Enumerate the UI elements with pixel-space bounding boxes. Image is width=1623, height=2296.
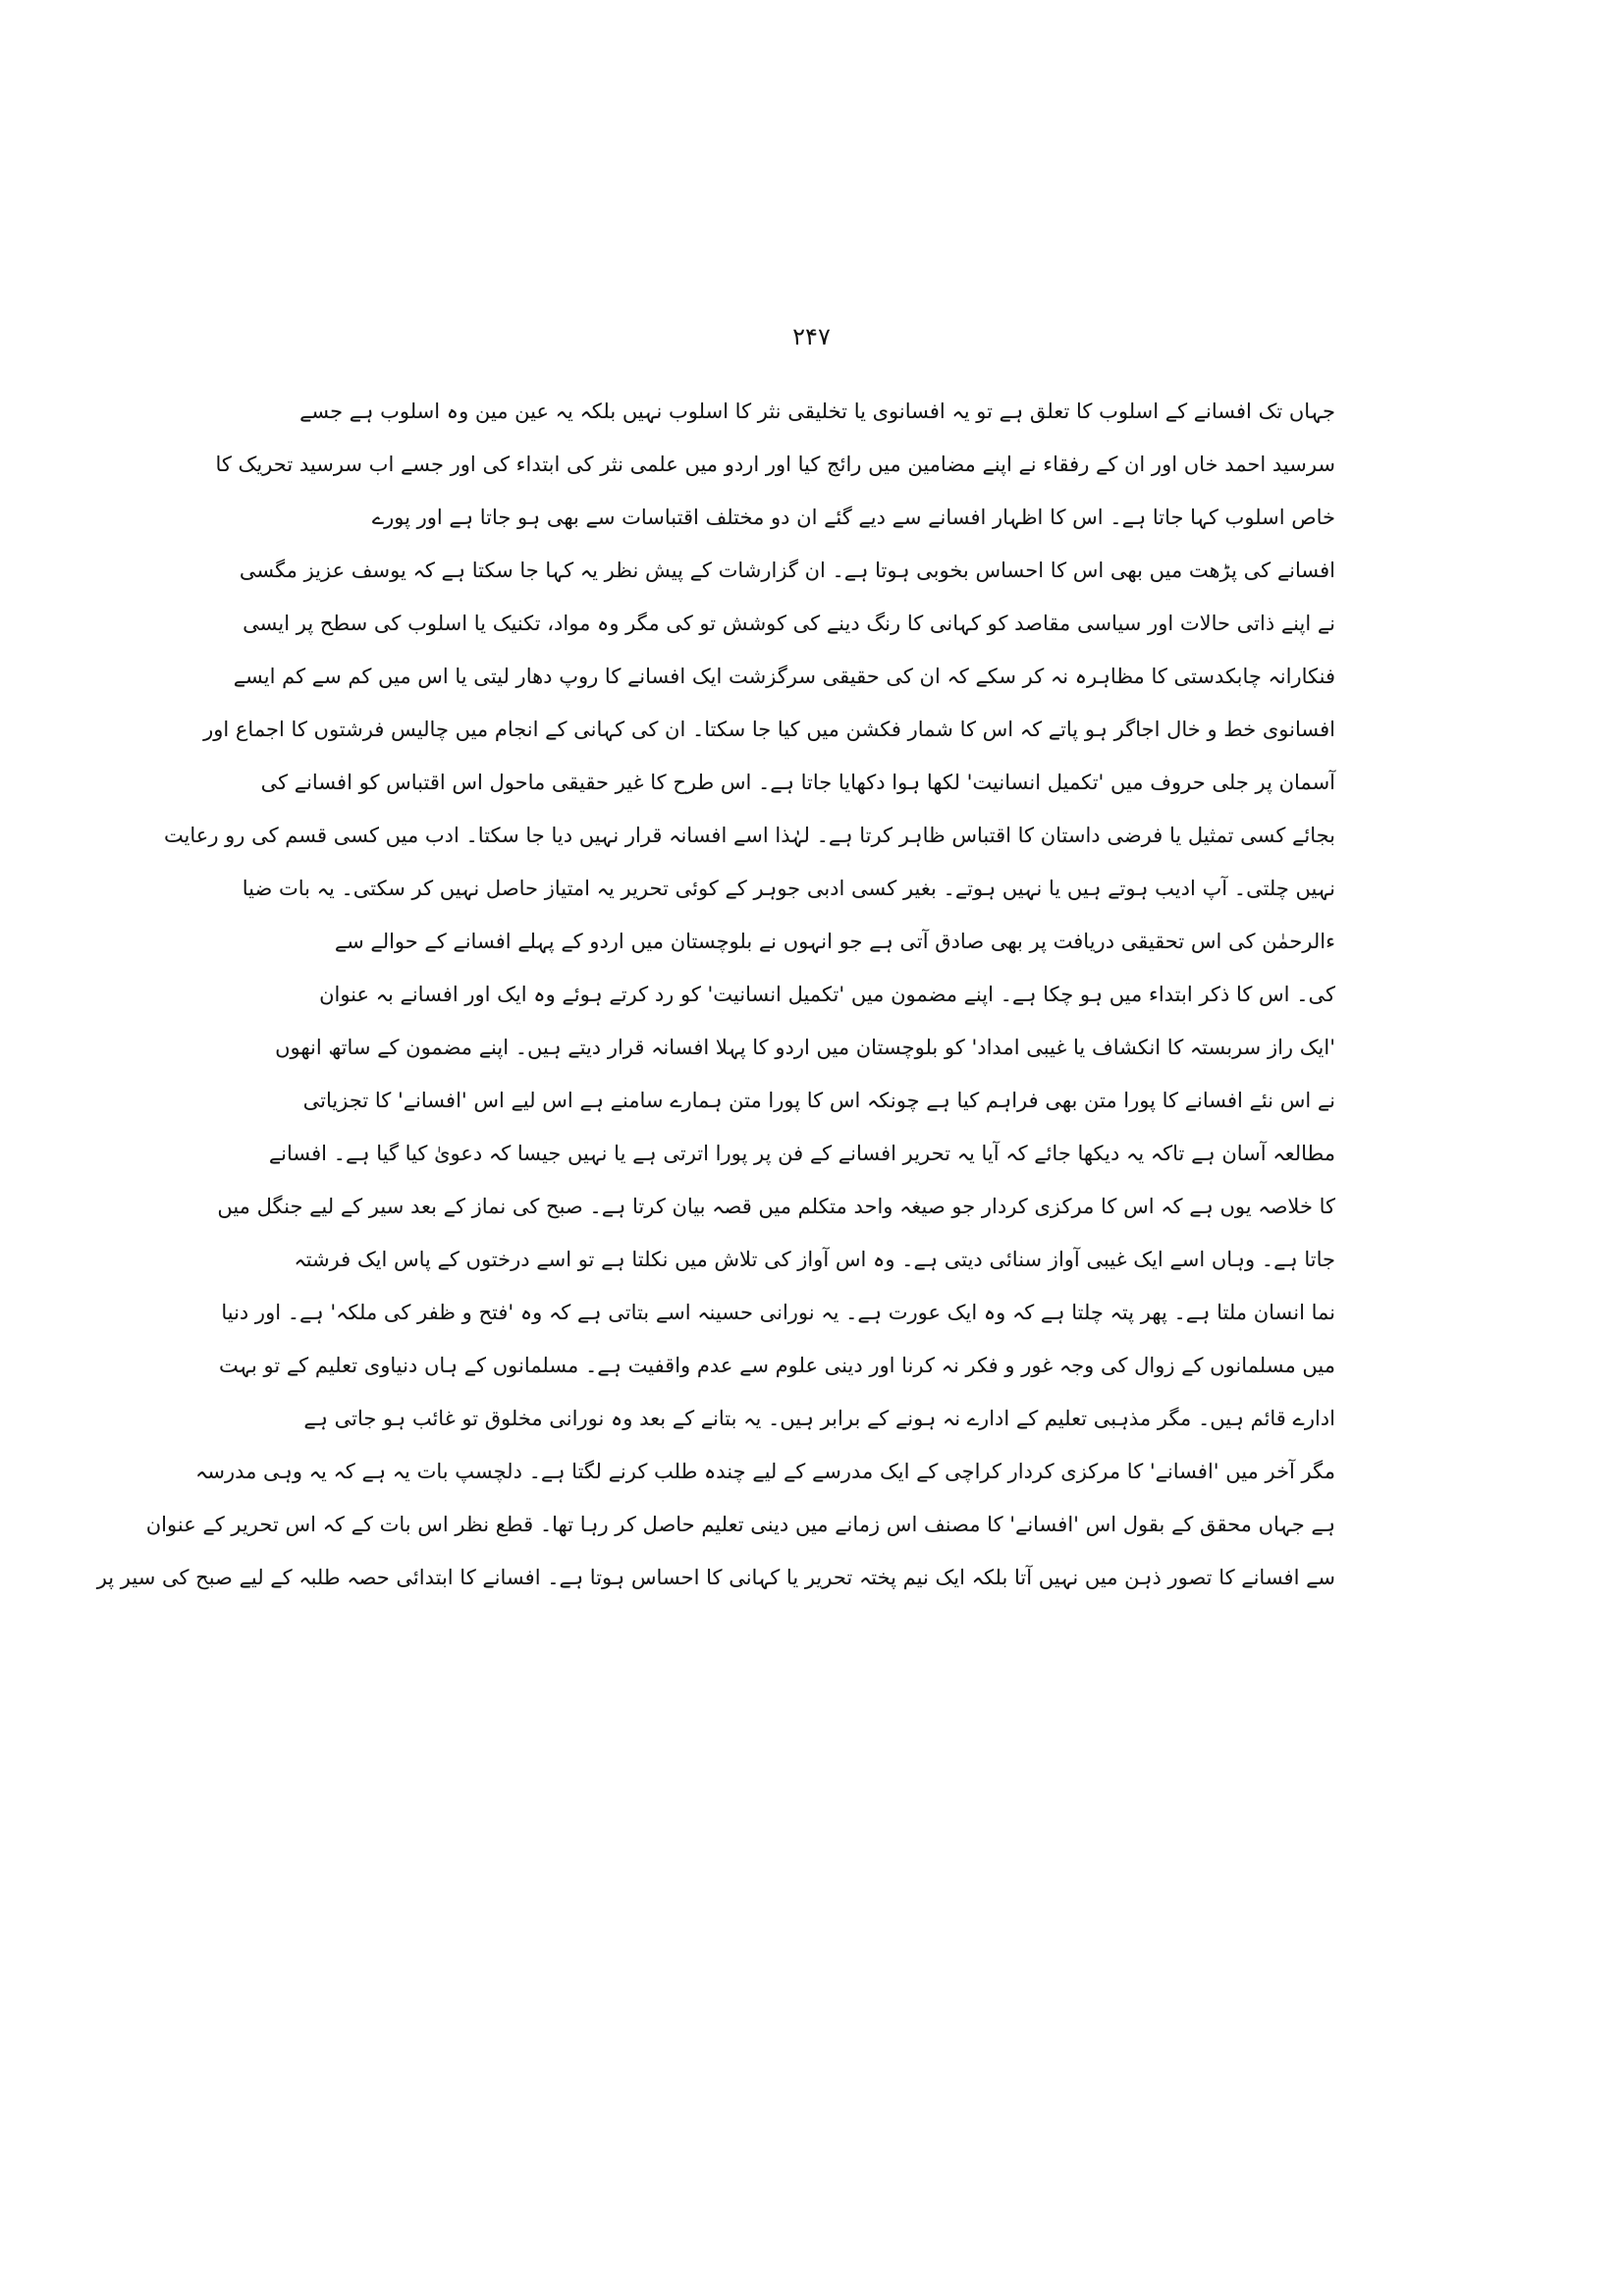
text-line-8: آسمان پر جلی حروف میں 'تکمیل انسانیت' لکھا ہوا دکھایا جاتا ہے۔ اس طرح کا غیر حقیقی ماحول اس اقتباس کو افسانے کی [260,771,1335,794]
text-line-7: افسانوی خط و خال اجاگر ہو پاتے کہ اس کا شمار فکشن میں کیا جا سکتا۔ ان کی کہانی کے انجام میں چالیس فرشتوں کا اجماع اور [203,718,1335,741]
text-line-4: افسانے کی پڑھت میں بھی اس کا احساس بخوبی ہوتا ہے۔ ان گزارشات کے پیش نظر یہ کہا جا سکتا ہے کہ یوسف عزیز مگسی [239,559,1335,582]
text-line-22: ہے جہاں محقق کے بقول اس 'افسانے' کا مصنف اس زمانے میں دینی تعلیم حاصل کر رہا تھا۔ قطع نظر اس بات کے کہ اس تحریر کے عنوان [145,1513,1335,1536]
text-line-14: نے اس نئے افسانے کا پورا متن بھی فراہم کیا ہے چونکہ اس کا پورا متن ہمارے سامنے ہے اس لیے اس 'افسانے' کا تجزیاتی [302,1089,1335,1112]
text-line-6: فنکارانہ چابکدستی کا مظاہرہ نہ کر سکے کہ ان کی حقیقی سرگزشت ایک افسانے کا روپ دھار لیتی یا اس میں کم سے کم ایسے [233,665,1335,688]
text-line-17: جاتا ہے۔ وہاں اسے ایک غیبی آواز سنائی دیتی ہے۔ وہ اس آواز کی تلاش میں نکلتا ہے تو اسے درختوں کے پاس ایک فرشتہ [294,1248,1335,1271]
text-line-5: نے اپنے ذاتی حالات اور سیاسی مقاصد کو کہانی کا رنگ دینے کی کوشش تو کی مگر وہ مواد، تکنیک یا اسلوب کی سطح پر ایسی [243,612,1335,635]
text-line-12: کی۔ اس کا ذکر ابتداء میں ہو چکا ہے۔ اپنے مضمون میں 'تکمیل انسانیت' کو رد کرتے ہوئے وہ ایک اور افسانے بہ عنوان [319,983,1335,1006]
text-line-13: 'ایک راز سربستہ کا انکشاف یا غیبی امداد' کو بلوچستان میں اردو کا پہلا افسانہ قرار دیتے ہیں۔ اپنے مضمون کے ساتھ انھوں [275,1036,1335,1059]
text-line-20: ادارے قائم ہیں۔ مگر مذہبی تعلیم کے ادارے نہ ہونے کے برابر ہیں۔ یہ بتانے کے بعد وہ نورانی مخلوق تو غائب ہو جاتی ہے [303,1407,1335,1430]
text-line-1: جہاں تک افسانے کے اسلوب کا تعلق ہے تو یہ افسانوی یا تخلیقی نثر کا اسلوب نہیں بلکہ یہ عین مین وہ اسلوب ہے جسے [299,400,1335,423]
text-line-19: میں مسلمانوں کے زوال کی وجہ غور و فکر نہ کرنا اور دینی علوم سے عدم واقفیت ہے۔ مسلمانوں کے ہاں دنیاوی تعلیم کے تو بہت [219,1354,1335,1377]
text-line-21: مگر آخر میں 'افسانے' کا مرکزی کردار کراچی کے ایک مدرسے کے لیے چندہ طلب کرنے لگتا ہے۔ دلچسپ بات یہ ہے کہ یہ وہی مدرسہ [195,1460,1335,1483]
page-number: ۲۴۷ [792,323,831,350]
body-text [96,385,1335,1604]
text-line-3: خاص اسلوب کہا جاتا ہے۔ اس کا اظہار افسانے سے دیے گئے ان دو مختلف اقتباسات سے بھی ہو جاتا ہے اور پورے [371,506,1335,529]
text-line-23: سے افسانے کا تصور ذہن میں نہیں آتا بلکہ ایک نیم پختہ تحریر یا کہانی کا احساس ہوتا ہے۔ افسانے کا ابتدائی حصہ طلبہ کے لیے صبح کی سیر پر [96,1566,1335,1589]
text-line-9: بجائے کسی تمثیل یا فرضی داستان کا اقتباس ظاہر کرتا ہے۔ لہٰذا اسے افسانہ قرار نہیں دیا جا سکتا۔ ادب میں کسی قسم کی رو رعایت [163,824,1335,847]
text-line-18: نما انسان ملتا ہے۔ پھر پتہ چلتا ہے کہ وہ ایک عورت ہے۔ یہ نورانی حسینہ اسے بتاتی ہے کہ وہ 'فتح و ظفر کی ملکہ' ہے۔ اور دنیا [221,1301,1335,1324]
text-line-2: سرسید احمد خاں اور ان کے رفقاء نے اپنے مضامین میں رائج کیا اور اردو میں علمی نثر کی ابتداء کی اور جسے اب سرسید تحریک کا [215,453,1335,476]
text-line-15: مطالعہ آسان ہے تاکہ یہ دیکھا جائے کہ آیا یہ تحریر افسانے کے فن پر پورا اترتی ہے یا نہیں جیسا کہ دعویٰ کیا گیا ہے۔ افسانے [268,1142,1335,1165]
text-line-16: کا خلاصہ یوں ہے کہ اس کا مرکزی کردار جو صیغہ واحد متکلم میں قصہ بیان کرتا ہے۔ صبح کی نماز کے بعد سیر کے لیے جنگل میں [217,1195,1335,1218]
text-line-10: نہیں چلتی۔ آپ ادیب ہوتے ہیں یا نہیں ہوتے۔ بغیر کسی ادبی جوہر کے کوئی تحریر یہ امتیاز حاصل نہیں کر سکتی۔ یہ بات ضیا [242,877,1335,900]
text-line-11: ءالرحمٰن کی اس تحقیقی دریافت پر بھی صادق آتی ہے جو انہوں نے بلوچستان میں اردو کے پہلے افسانے کے حوالے سے [334,930,1335,953]
